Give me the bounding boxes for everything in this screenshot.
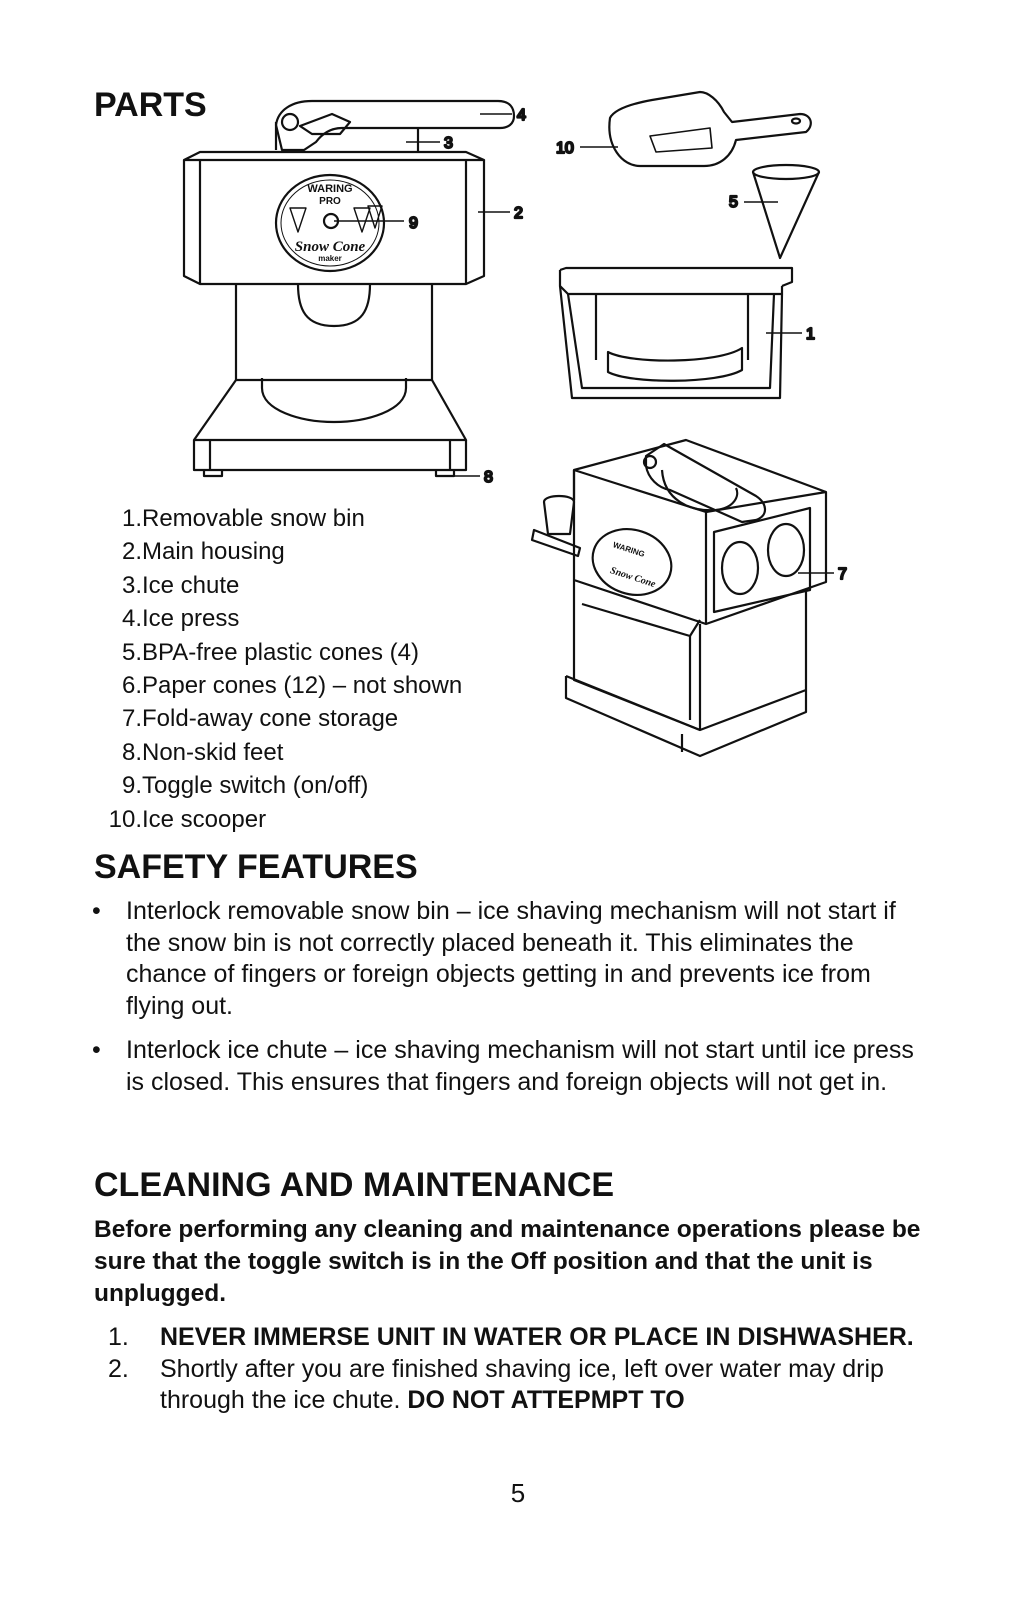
list-item: 8. Non-skid feet [121, 738, 284, 766]
callout-4: 4 [517, 107, 526, 124]
cleaning-heading: CLEANING AND MAINTENANCE [94, 1166, 615, 1204]
logo-maker: maker [318, 254, 342, 263]
snow-bin-drawing [560, 268, 792, 398]
svg-text:Snow Cone: Snow Cone [608, 565, 657, 591]
bullet: • [92, 1036, 101, 1064]
list-item: 1. Removable snow bin [121, 505, 365, 532]
parts-heading: PARTS [94, 86, 207, 124]
logo-product: Snow Cone [294, 239, 366, 255]
plastic-cone-drawing [753, 165, 819, 258]
list-item: 10. Ice scooper [108, 805, 267, 833]
svg-text:WARING: WARING [611, 540, 646, 559]
callout-8: 8 [484, 469, 493, 486]
ice-chute-outlet [298, 284, 370, 326]
cleaning-intro: Before performing any cleaning and maintenance operations please be sure that the toggle switch is in the Off position and that the unit is unplugged. [94, 1216, 921, 1307]
page-number: 5 [510, 1478, 526, 1508]
logo-brand: WARING [307, 183, 353, 195]
callout-2: 2 [514, 205, 523, 222]
safety-list [92, 896, 932, 1111]
cone-hole-right [768, 524, 804, 576]
list-item: 4. Ice press [121, 605, 240, 633]
snow-bin-front [262, 378, 406, 422]
list-item: 5. BPA-free plastic cones (4) [121, 638, 419, 666]
callout-5: 5 [729, 194, 738, 211]
logo-sub: PRO [319, 196, 341, 207]
callout-9: 9 [409, 215, 418, 232]
list-item: 1. NEVER IMMERSE UNIT IN WATER OR PLACE IN DISHWASHER. [108, 1323, 914, 1351]
parts-list [96, 502, 462, 836]
list-item: 6. Paper cones (12) – not shown [121, 672, 463, 700]
list-item: • Interlock removable snow bin – ice shaving mechanism will not start if the snow bin is not correctly placed beneath it. This eliminates the chance of fingers or foreign objects getting in and prevents ice from flying out. [92, 897, 896, 1020]
cleaning-steps [108, 1322, 928, 1417]
ice-scooper-drawing [609, 92, 810, 166]
list-item: 2. Main housing [121, 538, 285, 566]
list-item: 7. Fold-away cone storage [121, 705, 399, 733]
list-item: • Interlock ice chute – ice shaving mechanism will not start until ice press is closed. This ensures that fingers and foreign objects will not get in. [92, 1036, 914, 1096]
callout-3: 3 [444, 135, 453, 152]
callout-1: 1 [806, 326, 815, 343]
cone-hole-left [722, 542, 758, 594]
bullet: • [92, 897, 101, 925]
callout-7: 7 [838, 566, 847, 583]
ice-press-pivot [282, 114, 298, 130]
snow-cone-maker-front-drawing [184, 101, 514, 476]
list-item: 9. Toggle switch (on/off) [121, 772, 369, 800]
snow-cone-maker-angle-drawing [532, 440, 826, 756]
callout-10: 10 [556, 140, 574, 157]
list-item: 2. Shortly after you are finished shaving ice, left over water may drip through the ice chute. DO NOT ATTEPMPT TO [108, 1354, 884, 1414]
list-item: 3. Ice chute [121, 571, 240, 599]
ice-press-lever [276, 101, 514, 150]
safety-heading: SAFETY FEATURES [94, 848, 418, 886]
